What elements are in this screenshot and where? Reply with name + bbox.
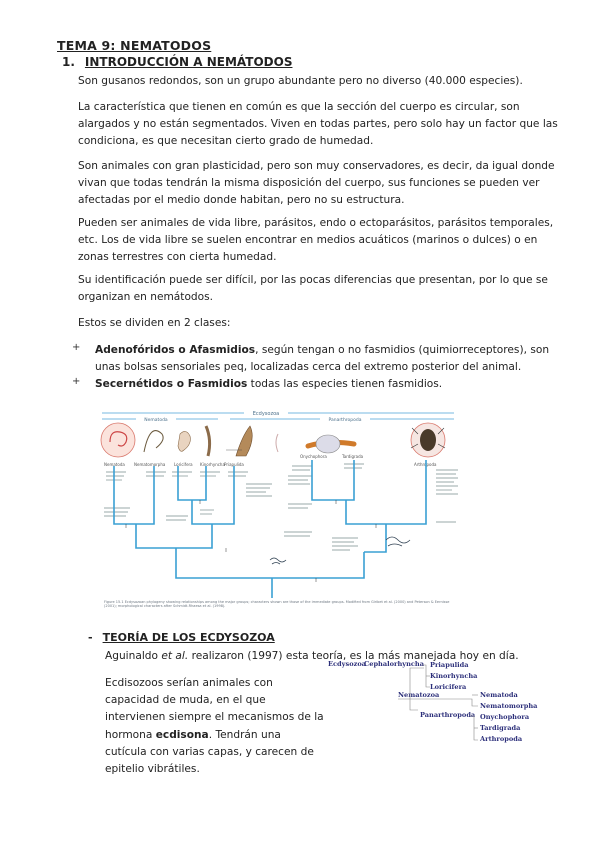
- paragraph-3: Son animales con gran plasticidad, pero son muy conservadores, es decir, da igual donde vivan que todas tendrán la misma disposición del cuerpo, sus funciones se pueden ver afectadas por el medio donde habitan, pero no su estructura.: [78, 160, 555, 206]
- paragraph-6: Estos se dividen en 2 clases:: [78, 317, 231, 329]
- bullet-term: Adenofóridos o Afasmidios: [95, 344, 256, 356]
- ecdysozoa-cladogram: [326, 656, 558, 752]
- figure-panarthropoda-group: Panarthropoda: [328, 418, 362, 423]
- page-title: TEMA 9: NEMATODOS: [57, 38, 212, 53]
- taxon-label: Priapulida: [224, 462, 244, 467]
- taxon-tardigrada: Tardigrada: [480, 724, 521, 732]
- description-text: Ecdisozoos serían animales con capacidad de muda, en el que intervienen siempre el mecanismos de la hormona: [105, 677, 324, 741]
- taxon-label: Nematomorpha: [134, 462, 166, 467]
- figure-ecdysozoa-label: Ecdysozoa: [252, 411, 280, 417]
- figure-caption-box: [104, 600, 458, 614]
- section-number: 1.: [62, 55, 75, 69]
- section-heading-text: TEORÍA DE LOS ECDYSOZOA: [102, 631, 275, 644]
- taxon-label: Nematoda: [104, 462, 125, 467]
- paragraph-4: Pueden ser animales de vida libre, parásitos, endo o ectoparásitos, parásitos temporales, etc. Los de vida libre se suelen encontrar en medios acuáticos (marinos o dulces) o en zonas terrestres con cierta humedad.: [78, 217, 554, 263]
- organism-illustrations: [101, 423, 445, 457]
- figure-caption: Figure 15.1 Ecdysozoan phylogeny showing relationships among the major groups; characters shown are those of the immediate groups. Modified from Giribet et al. (2000) and Peterson & Eernisse (2001); morphological characters after Schmidt-Rhaesa et al. (1998).: [104, 600, 450, 609]
- bullet-description: todas las especies tienen fasmidios.: [247, 378, 443, 390]
- bullet-marker: +: [72, 376, 81, 387]
- section-heading-text: INTRODUCCIÓN A NEMÁTODOS: [84, 55, 293, 69]
- taxon-arthropoda: Arthropoda: [480, 735, 523, 743]
- section-heading-introduccion: [62, 55, 292, 69]
- paragraph-5: Su identificación puede ser difícil, por las pocas diferencias que presentan, por lo que se organizan en nemátodos.: [78, 274, 548, 303]
- handwritten-note: [270, 558, 286, 564]
- taxon-label: Kinorhyncha: [200, 462, 225, 467]
- bullet-description: , según tengan o no fasmidios (quimiorreceptores), son unas bolsas sensoriales peq, localizadas cerca del extremo posterior del animal.: [95, 344, 550, 373]
- bullet-marker: +: [72, 342, 81, 353]
- taxon-kinorhyncha: Kinorhyncha: [430, 672, 478, 680]
- intro-et-al: et al.: [161, 650, 189, 662]
- ecdysozoa-description: [105, 675, 325, 778]
- figure-ticks: [126, 500, 376, 582]
- taxon-label: Onychophora: [300, 454, 327, 459]
- intro-text: Aguinaldo: [105, 650, 162, 662]
- taxon-loricifera: Loricifera: [430, 683, 467, 691]
- taxon-label: Arthropoda: [414, 462, 437, 467]
- paragraph-2: La característica que tienen en común es que la sección del cuerpo es circular, son alargados y no están segmentados. Viven en todas partes, pero solo hay un factor que las condiciona, es que necesitan cierto grado de humedad.: [78, 101, 558, 147]
- description-text: . Tendrán una cutícula con varias capas, y carecen de epitelio vibrátiles.: [105, 728, 314, 776]
- clade-nematozoa: Nematozoa: [398, 691, 440, 699]
- figure-taxa-labels: [104, 454, 437, 467]
- bullet-text: [95, 376, 555, 393]
- section-marker: -: [88, 631, 93, 644]
- taxon-label: Tardigrada: [342, 454, 364, 459]
- clade-cephalorhyncha: Cephalorhyncha: [364, 660, 424, 668]
- paragraph-1: Son gusanos redondos, son un grupo abundante pero no diverso (40.000 especies).: [78, 75, 523, 87]
- taxon-nematomorpha: Nematomorpha: [480, 702, 538, 710]
- taxon-nematoda: Nematoda: [480, 691, 518, 699]
- bullet-term: Secernétidos o Fasmidios: [95, 378, 248, 390]
- figure-character-notes: [104, 464, 458, 550]
- ecdisona-term: ecdisona: [155, 728, 209, 741]
- intro-text: realizaron (1997) esta teoría, es la más manejada hoy en día.: [188, 650, 519, 662]
- figure-nematoda-group: Nematoda: [144, 418, 168, 423]
- taxon-label: Loricifera: [174, 462, 193, 467]
- ecdysozoa-phylogeny-figure: [96, 404, 462, 614]
- taxon-onychophora: Onychophora: [480, 713, 530, 721]
- section-heading-ecdysozoa: [88, 631, 275, 644]
- clade-panarthropoda: Panarthropoda: [420, 711, 476, 719]
- bullet-text: [95, 342, 555, 376]
- clade-ecdysozoa: Ecdysozoa: [328, 660, 367, 668]
- handwritten-note: [386, 537, 410, 546]
- figure-cladogram: [114, 460, 426, 598]
- taxon-priapulida: Priapulida: [430, 661, 469, 669]
